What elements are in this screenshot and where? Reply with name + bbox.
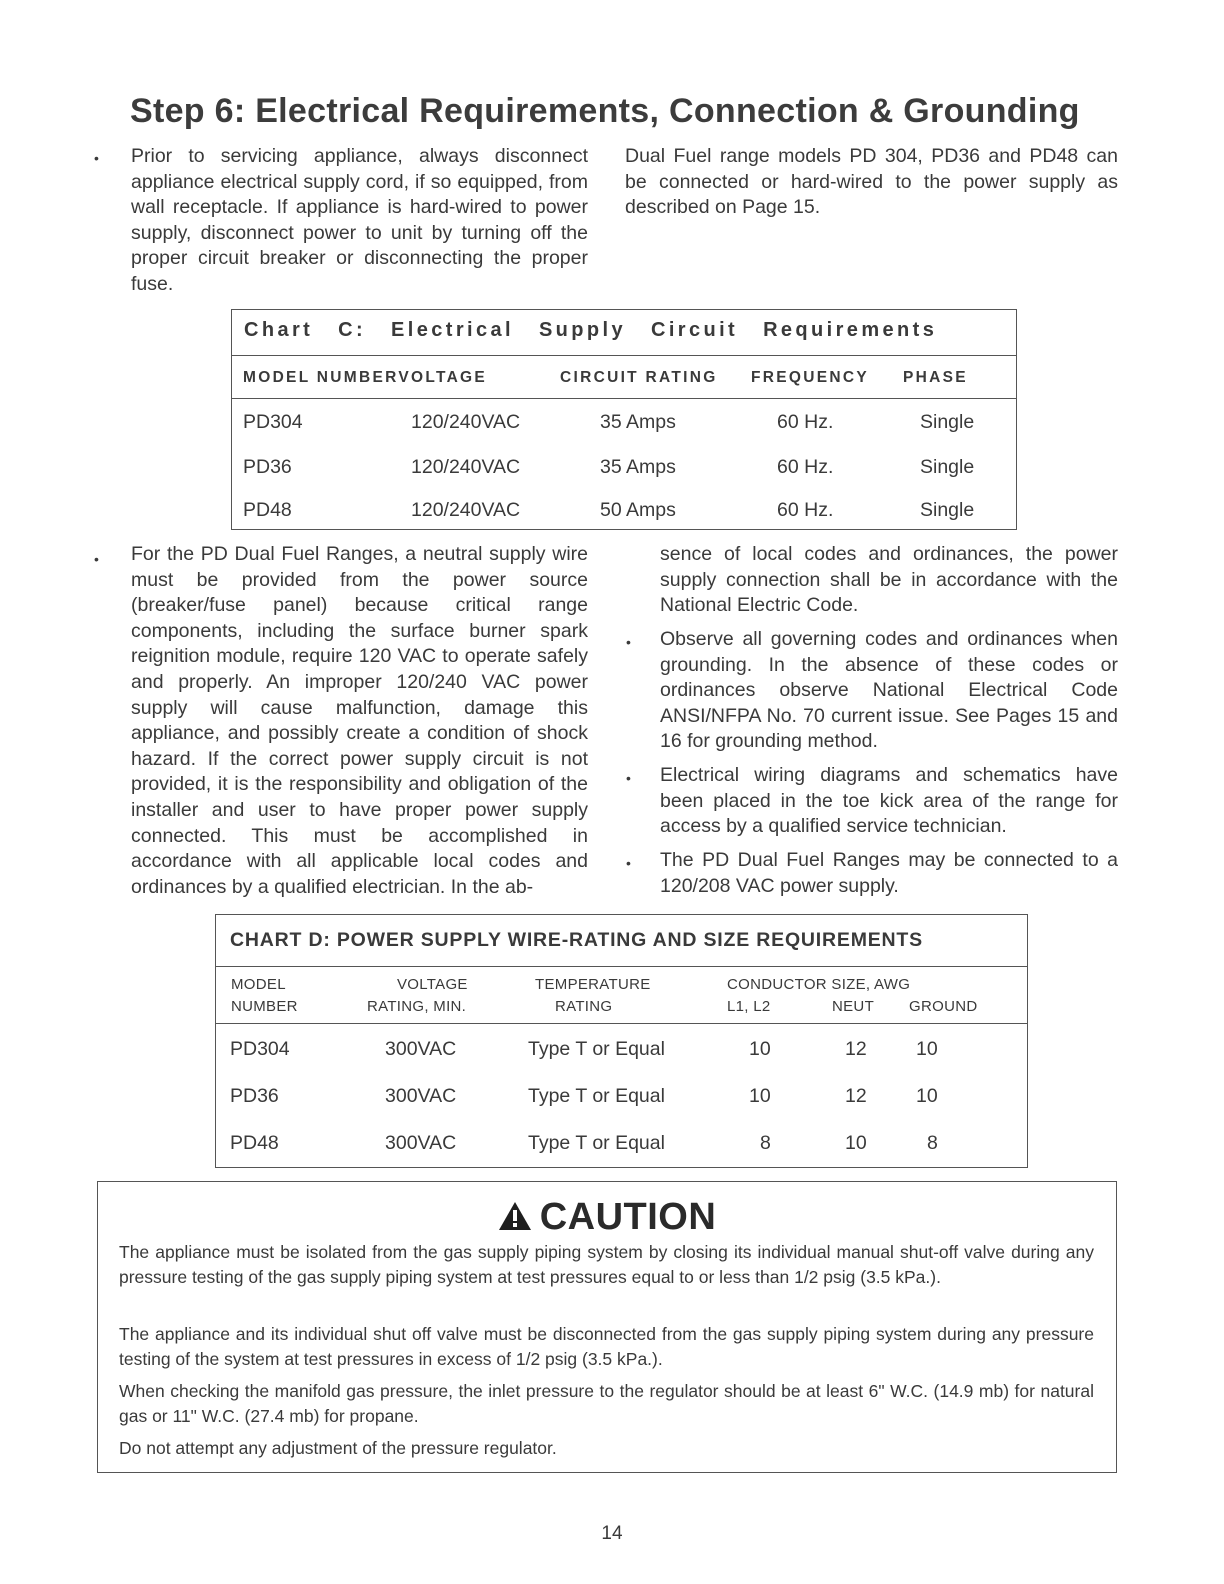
caution-heading xyxy=(98,1196,1116,1239)
cell-rating: 35 Amps xyxy=(600,411,676,433)
cell-frequency: 60 Hz. xyxy=(777,499,834,521)
bullet-dot: • xyxy=(626,634,631,650)
cell-model: PD36 xyxy=(230,1085,279,1107)
cell-l1-l2: 10 xyxy=(749,1085,771,1107)
divider xyxy=(232,398,1016,399)
cell-voltage: 120/240VAC xyxy=(411,456,521,478)
chart-c-header-frequency: FREQUENCY xyxy=(751,369,870,386)
chart-d-title: CHART D: POWER SUPPLY WIRE-RATING AND SIZE REQUIREMENTS xyxy=(230,929,923,951)
cell-model: PD48 xyxy=(230,1132,279,1154)
cell-l1-l2: 10 xyxy=(749,1038,771,1060)
cell-ground: 10 xyxy=(916,1085,938,1107)
cell-voltage: 300VAC xyxy=(385,1132,457,1154)
divider xyxy=(216,1023,1027,1024)
intro-left-paragraph: Prior to servicing appliance, always disconnect appliance electrical supply cord, if so equipped, from wall receptacle. If appliance is hard-wired to power supply, disconnect power to unit by turning off the proper circuit breaker or disconnecting the proper fuse. xyxy=(131,145,588,295)
divider xyxy=(216,966,1027,967)
cell-model: PD304 xyxy=(243,411,303,433)
chart-d-header-conductor-size: CONDUCTOR SIZE, AWG xyxy=(727,976,911,993)
caution-paragraph: The appliance must be isolated from the gas supply piping system by closing its individual manual shut-off valve during any pressure testing of the gas supply piping system at test pressures equal to or less than 1/2 psig (3.5 kPa.). xyxy=(119,1242,1094,1287)
caution-paragraph: Do not attempt any adjustment of the pressure regulator. xyxy=(119,1438,557,1458)
cell-voltage: 120/240VAC xyxy=(411,499,521,521)
cell-rating: 35 Amps xyxy=(600,456,676,478)
cell-voltage: 300VAC xyxy=(385,1085,457,1107)
middle-left-paragraph: For the PD Dual Fuel Ranges, a neutral supply wire must be provided from the power source (breaker/fuse panel) because critical range components, including the surface burner spark reignition module, require 120 VAC to operate safely and properly. An improper 120/240 VAC power supply will cause malfunction, damage this appliance, and possibly create a condition of shock hazard. If the correct power supply circuit is not provided, it is the responsibility and obligation of the installer and user to have proper power supply connected. This must be accomplished in accordance with all applicable local codes and ordinances by a qualified electrician. In the ab- xyxy=(131,543,588,898)
chart-d-header-ground: GROUND xyxy=(909,998,978,1015)
bullet-dot: • xyxy=(94,551,99,567)
chart-d-header-neut: NEUT xyxy=(832,998,875,1015)
chart-d-table xyxy=(215,914,1028,1168)
chart-c-table xyxy=(231,309,1017,530)
chart-d-header-rating-min: RATING, MIN. xyxy=(367,998,467,1015)
middle-right-bullet-supply: The PD Dual Fuel Ranges may be connected to a 120/208 VAC power supply. xyxy=(660,849,1118,897)
middle-right-bullet-grounding: Observe all governing codes and ordinances when grounding. In the absence of these codes or ordinances observe National Electrical Code ANSI/NFPA No. 70 current issue. See Pages 15 and 16 for grounding method. xyxy=(660,628,1118,753)
cell-temperature: Type T or Equal xyxy=(528,1132,665,1154)
bullet-dot: • xyxy=(626,770,631,786)
cell-neut: 12 xyxy=(845,1038,867,1060)
chart-d-header-model: MODEL xyxy=(231,976,286,993)
bullet-dot: • xyxy=(94,150,99,166)
cell-neut: 12 xyxy=(845,1085,867,1107)
chart-d-header-temperature: TEMPERATURE xyxy=(535,976,651,993)
divider xyxy=(232,355,1016,356)
caution-box xyxy=(97,1181,1117,1473)
intro-right-paragraph: Dual Fuel range models PD 304, PD36 and PD48 can be connected or hard-wired to the power supply as described on Page 15. xyxy=(625,145,1118,219)
caution-heading-text: CAUTION xyxy=(539,1196,717,1238)
cell-temperature: Type T or Equal xyxy=(528,1085,665,1107)
bullet-dot: • xyxy=(626,855,631,871)
caution-paragraph: The appliance and its individual shut off valve must be disconnected from the gas supply piping system during any pressure testing of the system at test pressures in excess of 1/2 psig (3.5 kPa.). xyxy=(119,1324,1094,1369)
page-number: 14 xyxy=(601,1523,623,1544)
cell-phase: Single xyxy=(920,411,975,433)
cell-model: PD36 xyxy=(243,456,292,478)
chart-d-header-temp-rating: RATING xyxy=(555,998,613,1015)
chart-c-title: Chart C: Electrical Supply Circuit Requirements xyxy=(244,319,938,341)
chart-d-header-l1-l2: L1, L2 xyxy=(727,998,771,1015)
cell-model: PD48 xyxy=(243,499,292,521)
cell-ground: 10 xyxy=(916,1038,938,1060)
chart-c-header-circuit-rating: CIRCUIT RATING xyxy=(560,369,718,386)
page-title: Step 6: Electrical Requirements, Connection & Grounding xyxy=(130,92,1080,130)
chart-c-header-phase: PHASE xyxy=(903,369,968,386)
warning-icon xyxy=(498,1201,532,1231)
middle-right-bullet-diagrams: Electrical wiring diagrams and schematics have been placed in the toe kick area of the range for access by a qualified service technician. xyxy=(660,764,1118,838)
cell-voltage: 300VAC xyxy=(385,1038,457,1060)
chart-c-header-model-voltage: MODEL NUMBERVOLTAGE xyxy=(243,369,488,386)
cell-frequency: 60 Hz. xyxy=(777,411,834,433)
caution-paragraph: When checking the manifold gas pressure, the inlet pressure to the regulator should be at least 6" W.C. (14.9 mb) for natural gas or 11" W.C. (27.4 mb) for propane. xyxy=(119,1381,1094,1426)
middle-right-continuation: sence of local codes and ordinances, the power supply connection shall be in accordance with the National Electric Code. xyxy=(660,543,1118,617)
cell-phase: Single xyxy=(920,456,975,478)
cell-phase: Single xyxy=(920,499,975,521)
cell-ground: 8 xyxy=(927,1132,938,1154)
cell-rating: 50 Amps xyxy=(600,499,676,521)
cell-temperature: Type T or Equal xyxy=(528,1038,665,1060)
cell-neut: 10 xyxy=(845,1132,867,1154)
chart-d-header-voltage: VOLTAGE xyxy=(397,976,468,993)
cell-voltage: 120/240VAC xyxy=(411,411,521,433)
cell-l1-l2: 8 xyxy=(760,1132,771,1154)
cell-frequency: 60 Hz. xyxy=(777,456,834,478)
chart-d-header-number: NUMBER xyxy=(231,998,298,1015)
cell-model: PD304 xyxy=(230,1038,290,1060)
